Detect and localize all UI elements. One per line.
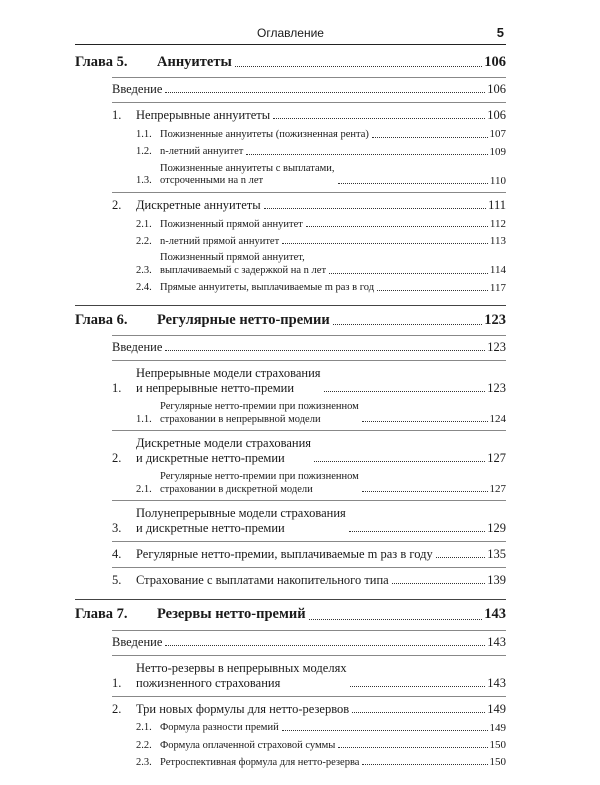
section-entry-number: 5. bbox=[112, 573, 122, 588]
subsection-entry-title-line1: Регулярные нетто-премии при пожизненном bbox=[160, 401, 359, 413]
subsection-entry-leader-dots bbox=[246, 154, 487, 155]
section-entry-leader-dots bbox=[273, 118, 485, 119]
intro-group bbox=[112, 630, 506, 650]
intro-entry-title: Введение bbox=[112, 340, 163, 355]
subsection-entry-page: 114 bbox=[489, 264, 506, 277]
chapter-entry-leader-dots bbox=[309, 619, 483, 620]
subsection-entry-page: 127 bbox=[489, 483, 506, 496]
subsection-entry[interactable] bbox=[136, 739, 506, 752]
subsection-entry-number: 2.2. bbox=[136, 235, 152, 247]
section-group bbox=[112, 541, 506, 562]
subsection-entry[interactable] bbox=[136, 218, 506, 231]
section-entry-leader-dots bbox=[314, 461, 485, 462]
subsection-entry-leader-dots bbox=[282, 243, 488, 244]
section-entry-number: 3. bbox=[112, 521, 122, 536]
section-entry[interactable] bbox=[112, 108, 506, 123]
section-entry-page: 139 bbox=[487, 573, 506, 588]
subsection-entry-page: 124 bbox=[489, 413, 506, 426]
chapter-entry-title: Резервы нетто-премий bbox=[157, 606, 306, 623]
subsection-entry-leader-dots bbox=[362, 764, 487, 765]
subsection-entry[interactable] bbox=[136, 471, 506, 496]
section-entry-title-line1: Дискретные модели страхования bbox=[136, 436, 312, 451]
intro-entry-leader-dots bbox=[165, 645, 485, 646]
section-entry-title-line1: Полунепрерывные модели страхования bbox=[136, 506, 346, 521]
section-entry-number: 2. bbox=[112, 197, 122, 212]
intro-entry[interactable] bbox=[112, 82, 506, 97]
subsection-entry-title bbox=[160, 163, 335, 188]
subsection-entry-title: Пожизненный прямой аннуитет bbox=[160, 218, 303, 230]
intro-entry[interactable] bbox=[112, 340, 506, 355]
section-entry[interactable] bbox=[112, 573, 506, 588]
section-entry-title-line2: пожизненного страхования bbox=[136, 675, 281, 690]
section-entry-page: 149 bbox=[487, 701, 506, 716]
section-entry-title bbox=[136, 366, 321, 396]
subsection-entry-title bbox=[160, 252, 326, 277]
running-header-title: Оглавление bbox=[257, 26, 324, 40]
subsection-entry-page: 117 bbox=[489, 281, 506, 294]
subsection-entry-number: 2.1. bbox=[136, 218, 152, 230]
subsection-entry-leader-dots bbox=[338, 747, 487, 748]
section-entry-title bbox=[136, 661, 347, 691]
section-entry-title-line1: Нетто-резервы в непрерывных моделях bbox=[136, 660, 347, 675]
chapter-entry-page: 123 bbox=[484, 311, 506, 328]
chapter-block bbox=[75, 606, 506, 779]
subsection-entry-title-line2: выплачиваемый с задержкой на n лет bbox=[160, 264, 327, 276]
subsection-entry-title-line1: Пожизненные аннуитеты с выплатами, bbox=[160, 162, 335, 174]
section-entry-page: 127 bbox=[487, 451, 506, 466]
subsection-entry[interactable] bbox=[136, 252, 506, 277]
section-entry-title-line1: Непрерывные модели страхования bbox=[136, 366, 321, 381]
subsection-entry-title-line2: отсроченными на n лет bbox=[160, 175, 264, 187]
subsection-entry[interactable] bbox=[136, 235, 506, 248]
subsection-entry-page: 109 bbox=[489, 145, 506, 158]
chapter-entry-number: Глава 5. bbox=[75, 54, 128, 70]
subsection-entry-page: 112 bbox=[489, 217, 506, 230]
section-entry-title: Три новых формулы для нетто-резервов bbox=[136, 701, 350, 716]
chapter-entry[interactable] bbox=[75, 312, 506, 329]
chapter-entry-number: Глава 7. bbox=[75, 606, 128, 623]
subsection-entry[interactable] bbox=[136, 401, 506, 426]
subsection-entry-page: 113 bbox=[489, 235, 506, 248]
section-entry-number: 1. bbox=[112, 675, 122, 690]
section-entry-page: 106 bbox=[487, 108, 506, 123]
section-entry-number: 1. bbox=[112, 108, 122, 123]
subsection-entry-page: 150 bbox=[489, 739, 506, 752]
intro-group bbox=[112, 335, 506, 355]
subsection-entry-number: 2.1. bbox=[136, 722, 152, 734]
subsection-entry-number: 1.3. bbox=[136, 175, 152, 187]
section-entry-number: 2. bbox=[112, 701, 122, 716]
section-entry-title-line2: и дискретные нетто-премии bbox=[136, 451, 285, 466]
chapter-block bbox=[75, 54, 506, 306]
section-entry[interactable] bbox=[112, 661, 506, 691]
subsection-entry[interactable] bbox=[136, 756, 506, 769]
subsection-entry[interactable] bbox=[136, 163, 506, 188]
subsection-entry-leader-dots bbox=[362, 421, 488, 422]
subsection-entry-page: 149 bbox=[489, 721, 506, 734]
section-entry-leader-dots bbox=[264, 208, 487, 209]
subsection-entry-title bbox=[160, 471, 359, 496]
section-entry-leader-dots bbox=[436, 557, 486, 558]
intro-group bbox=[112, 77, 506, 97]
section-entry-title-line2: и дискретные нетто-премии bbox=[136, 521, 285, 536]
section-entry[interactable] bbox=[112, 436, 506, 466]
section-group bbox=[112, 696, 506, 770]
subsection-entry-title: Формула оплаченной страховой суммы bbox=[160, 739, 336, 751]
subsection-entry-number: 2.3. bbox=[136, 756, 152, 768]
intro-entry-title: Введение bbox=[112, 634, 163, 649]
chapter-entry-leader-dots bbox=[333, 324, 483, 325]
subsection-entry-leader-dots bbox=[338, 183, 488, 184]
subsection-entry[interactable] bbox=[136, 146, 506, 159]
section-entry-title-line2: и непрерывные нетто-премии bbox=[136, 381, 295, 396]
subsection-entry-leader-dots bbox=[362, 491, 488, 492]
chapter-entry-title: Регулярные нетто-премии bbox=[157, 311, 330, 328]
chapter-entry-page: 106 bbox=[484, 54, 506, 70]
section-entry-title bbox=[136, 506, 346, 536]
subsection-entry-title-line2: страховании в дискретной модели bbox=[160, 483, 313, 495]
section-entry-page: 143 bbox=[487, 675, 506, 690]
subsection-entry-title: Пожизненные аннуитеты (пожизненная рента) bbox=[160, 128, 369, 140]
section-entry-page: 123 bbox=[487, 381, 506, 396]
subsection-entry-title-line1: Регулярные нетто-премии при пожизненном bbox=[160, 471, 359, 483]
subsection-entry-number: 2.2. bbox=[136, 739, 152, 751]
section-entry-leader-dots bbox=[352, 712, 485, 713]
subsection-entry-page: 107 bbox=[489, 128, 506, 141]
section-entry[interactable] bbox=[112, 506, 506, 536]
intro-entry-leader-dots bbox=[165, 350, 485, 351]
chapter-block bbox=[75, 312, 506, 601]
subsection-entry-title-line2: страховании в непрерывной модели bbox=[160, 413, 321, 425]
subsection-entry-title bbox=[160, 401, 359, 426]
subsection-entry-number: 2.3. bbox=[136, 264, 152, 276]
section-group bbox=[112, 102, 506, 188]
subsection-entry[interactable] bbox=[136, 722, 506, 735]
section-group bbox=[112, 360, 506, 426]
subsection-entry-number: 2.1. bbox=[136, 483, 152, 495]
chapter-entry-title: Аннуитеты bbox=[157, 54, 232, 70]
section-entry[interactable] bbox=[112, 547, 506, 562]
section-group bbox=[112, 655, 506, 691]
chapter-entry-leader-dots bbox=[235, 66, 482, 67]
section-entry-leader-dots bbox=[392, 583, 486, 584]
section-entry-title: Страхование с выплатами накопительного типа bbox=[136, 573, 389, 588]
intro-entry-title: Введение bbox=[112, 82, 163, 97]
chapter-entry[interactable] bbox=[75, 606, 506, 623]
section-entry-page: 135 bbox=[487, 547, 506, 562]
subsection-entry-title: n-летний прямой аннуитет bbox=[160, 235, 280, 247]
subsection-entry-page: 110 bbox=[489, 174, 506, 187]
subsection-entry-leader-dots bbox=[377, 290, 488, 291]
section-entry-title: Регулярные нетто-премии, выплачиваемые m раз в году bbox=[136, 547, 433, 562]
intro-entry[interactable] bbox=[112, 635, 506, 650]
subsection-entry-title: Ретроспективная формула для нетто-резерва bbox=[160, 756, 360, 768]
table-of-contents bbox=[75, 52, 506, 785]
intro-entry-leader-dots bbox=[165, 92, 485, 93]
section-entry-page: 129 bbox=[487, 521, 506, 536]
section-entry-leader-dots bbox=[350, 686, 486, 687]
running-header bbox=[75, 22, 506, 45]
section-entry[interactable] bbox=[112, 198, 506, 213]
subsection-entry-title: Прямые аннуитеты, выплачиваемые m раз в год bbox=[160, 282, 375, 294]
subsection-entry[interactable] bbox=[136, 282, 506, 295]
section-entry-page: 111 bbox=[488, 197, 506, 212]
subsection-entry-leader-dots bbox=[329, 273, 488, 274]
chapter-entry-number: Глава 6. bbox=[75, 311, 128, 328]
subsection-entry-number: 1.1. bbox=[136, 413, 152, 425]
page-number: 5 bbox=[496, 25, 504, 40]
subsection-entry-number: 1.1. bbox=[136, 128, 152, 140]
intro-entry-page: 143 bbox=[487, 634, 506, 649]
section-group bbox=[112, 567, 506, 588]
subsection-entry-leader-dots bbox=[372, 137, 488, 138]
subsection-entry[interactable] bbox=[136, 128, 506, 141]
subsection-entry-page: 150 bbox=[489, 756, 506, 769]
section-entry[interactable] bbox=[112, 366, 506, 396]
section-entry-title: Непрерывные аннуитеты bbox=[136, 108, 271, 123]
section-entry-number: 4. bbox=[112, 547, 122, 562]
subsection-entry-title-line1: Пожизненный прямой аннуитет, bbox=[160, 252, 305, 264]
subsection-entry-title: Формула разности премий bbox=[160, 722, 279, 734]
chapter-entry-page: 143 bbox=[484, 606, 506, 623]
intro-entry-page: 123 bbox=[487, 340, 506, 355]
section-entry-number: 1. bbox=[112, 381, 122, 396]
section-entry-number: 2. bbox=[112, 451, 122, 466]
subsection-entry-number: 2.4. bbox=[136, 282, 152, 294]
section-group bbox=[112, 430, 506, 496]
section-entry-title bbox=[136, 436, 311, 466]
intro-entry-page: 106 bbox=[487, 82, 506, 97]
subsection-entry-leader-dots bbox=[306, 226, 488, 227]
section-entry-leader-dots bbox=[349, 531, 485, 532]
subsection-entry-leader-dots bbox=[282, 730, 488, 731]
chapter-entry[interactable] bbox=[75, 54, 506, 71]
subsection-entry-title: n-летний аннуитет bbox=[160, 146, 244, 158]
section-group bbox=[112, 500, 506, 536]
section-entry-title: Дискретные аннуитеты bbox=[136, 197, 261, 212]
section-entry[interactable] bbox=[112, 702, 506, 717]
subsection-entry-number: 1.2. bbox=[136, 146, 152, 158]
section-group bbox=[112, 192, 506, 295]
section-entry-leader-dots bbox=[324, 391, 486, 392]
